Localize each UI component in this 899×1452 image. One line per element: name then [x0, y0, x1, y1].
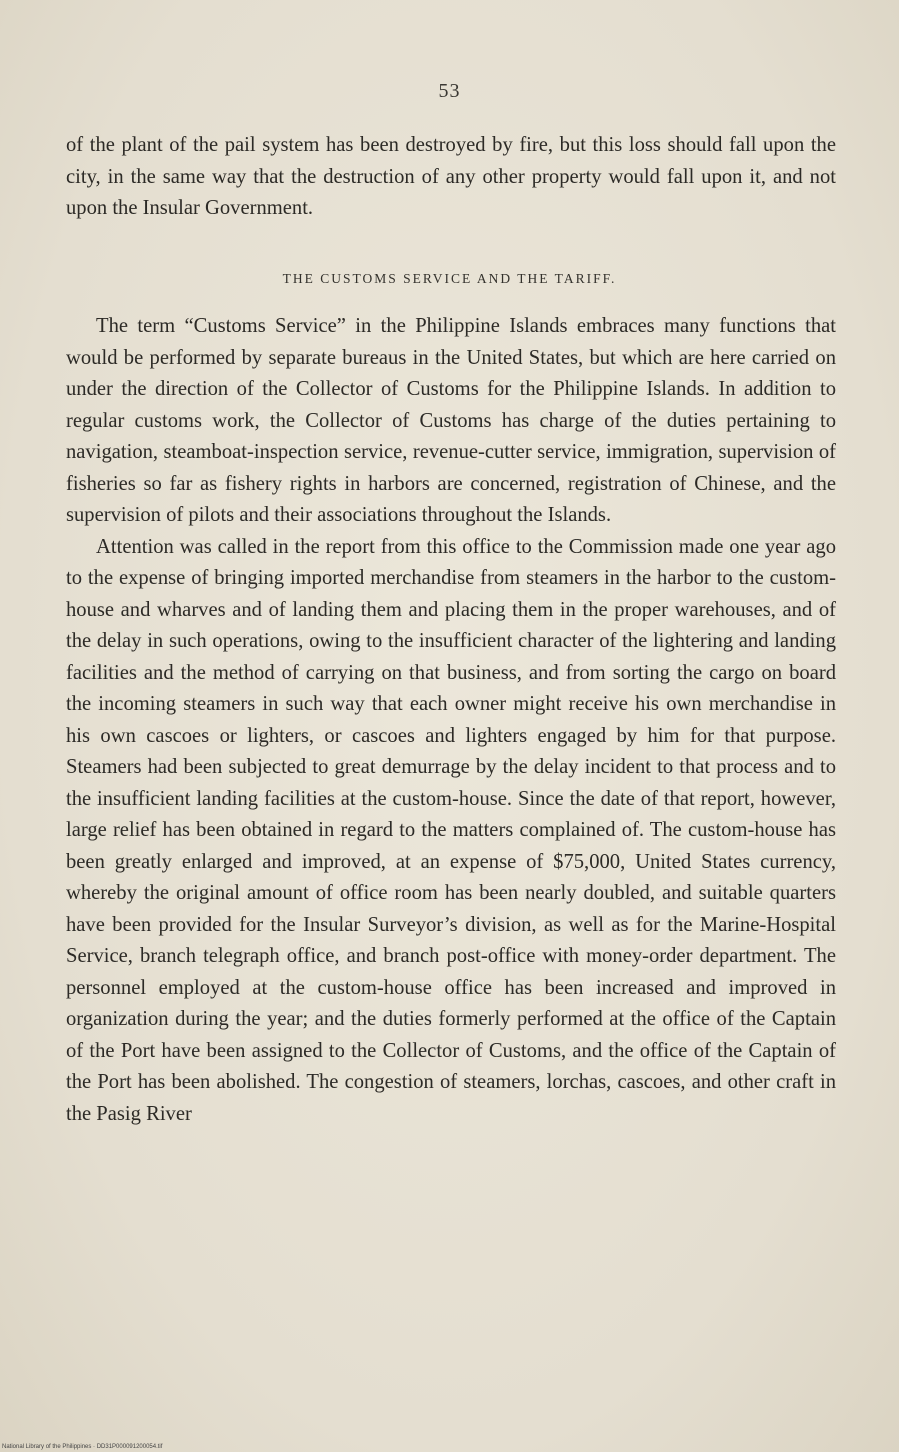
continuation-paragraph: of the plant of the pail system has been destroyed by fire, but this loss should fall upon the city, in the same way that the destruction of any other property would fall upon it, and not upon the Insular Government. — [66, 134, 836, 219]
scan-footer: National Library of the Philippines · DD31P000091200054.tif — [2, 1444, 163, 1450]
section-heading: THE CUSTOMS SERVICE AND THE TARIFF. — [282, 271, 617, 286]
page-number: 53 — [438, 80, 461, 102]
continuation-paragraph-block — [66, 130, 836, 225]
section-body — [66, 311, 836, 1130]
paragraph-customs-service: The term “Customs Service” in the Philippine Islands embraces many functions that would be performed by separate bureaus in the United States, but which are here carried on under the direction of the Collector of Customs for the Philippine Islands. In addition to regular customs work, the Collector of Customs has charge of the duties pertaining to navigation, steamboat-inspection service, revenue-cutter service, immigration, supervision of fisheries so far as fishery rights in harbors are concerned, registration of Chinese, and the supervision of pilots and their associations throughout the Islands. — [66, 315, 836, 526]
paragraph-attention: Attention was called in the report from this office to the Commission made one year ago to the expense of bringing imported merchandise from steamers in the harbor to the custom-house and wharves and of landing them and placing them in the proper warehouses, and of the delay in such operations, owing to the insufficient character of the lightering and landing facilities and the method of carrying on that business, and from sorting the cargo on board the incoming steamers in such way that each owner might receive his own merchandise in his own cascoes or lighters, or cascoes and lighters engaged by him for that purpose. Steamers had been subjected to great demurrage by the delay incident to that process and to the insufficient landing facilities at the custom-house. Since the date of that report, however, large relief has been obtained in regard to the matters complained of. The custom-house has been greatly enlarged and improved, at an expense of $75,000, United States currency, whereby the original amount of office room has been nearly doubled, and suitable quarters have been provided for the Insular Surveyor’s division, as well as for the Marine-Hospital Service, branch telegraph office, and branch post-office with money-order department. The personnel employed at the custom-house office has been increased and improved in organization during the year; and the duties formerly performed at the office of the Captain of the Port have been assigned to the Collector of Customs, and the office of the Captain of the Port has been abolished. The congestion of steamers, lorchas, cascoes, and other craft in the Pasig River — [66, 535, 836, 1125]
